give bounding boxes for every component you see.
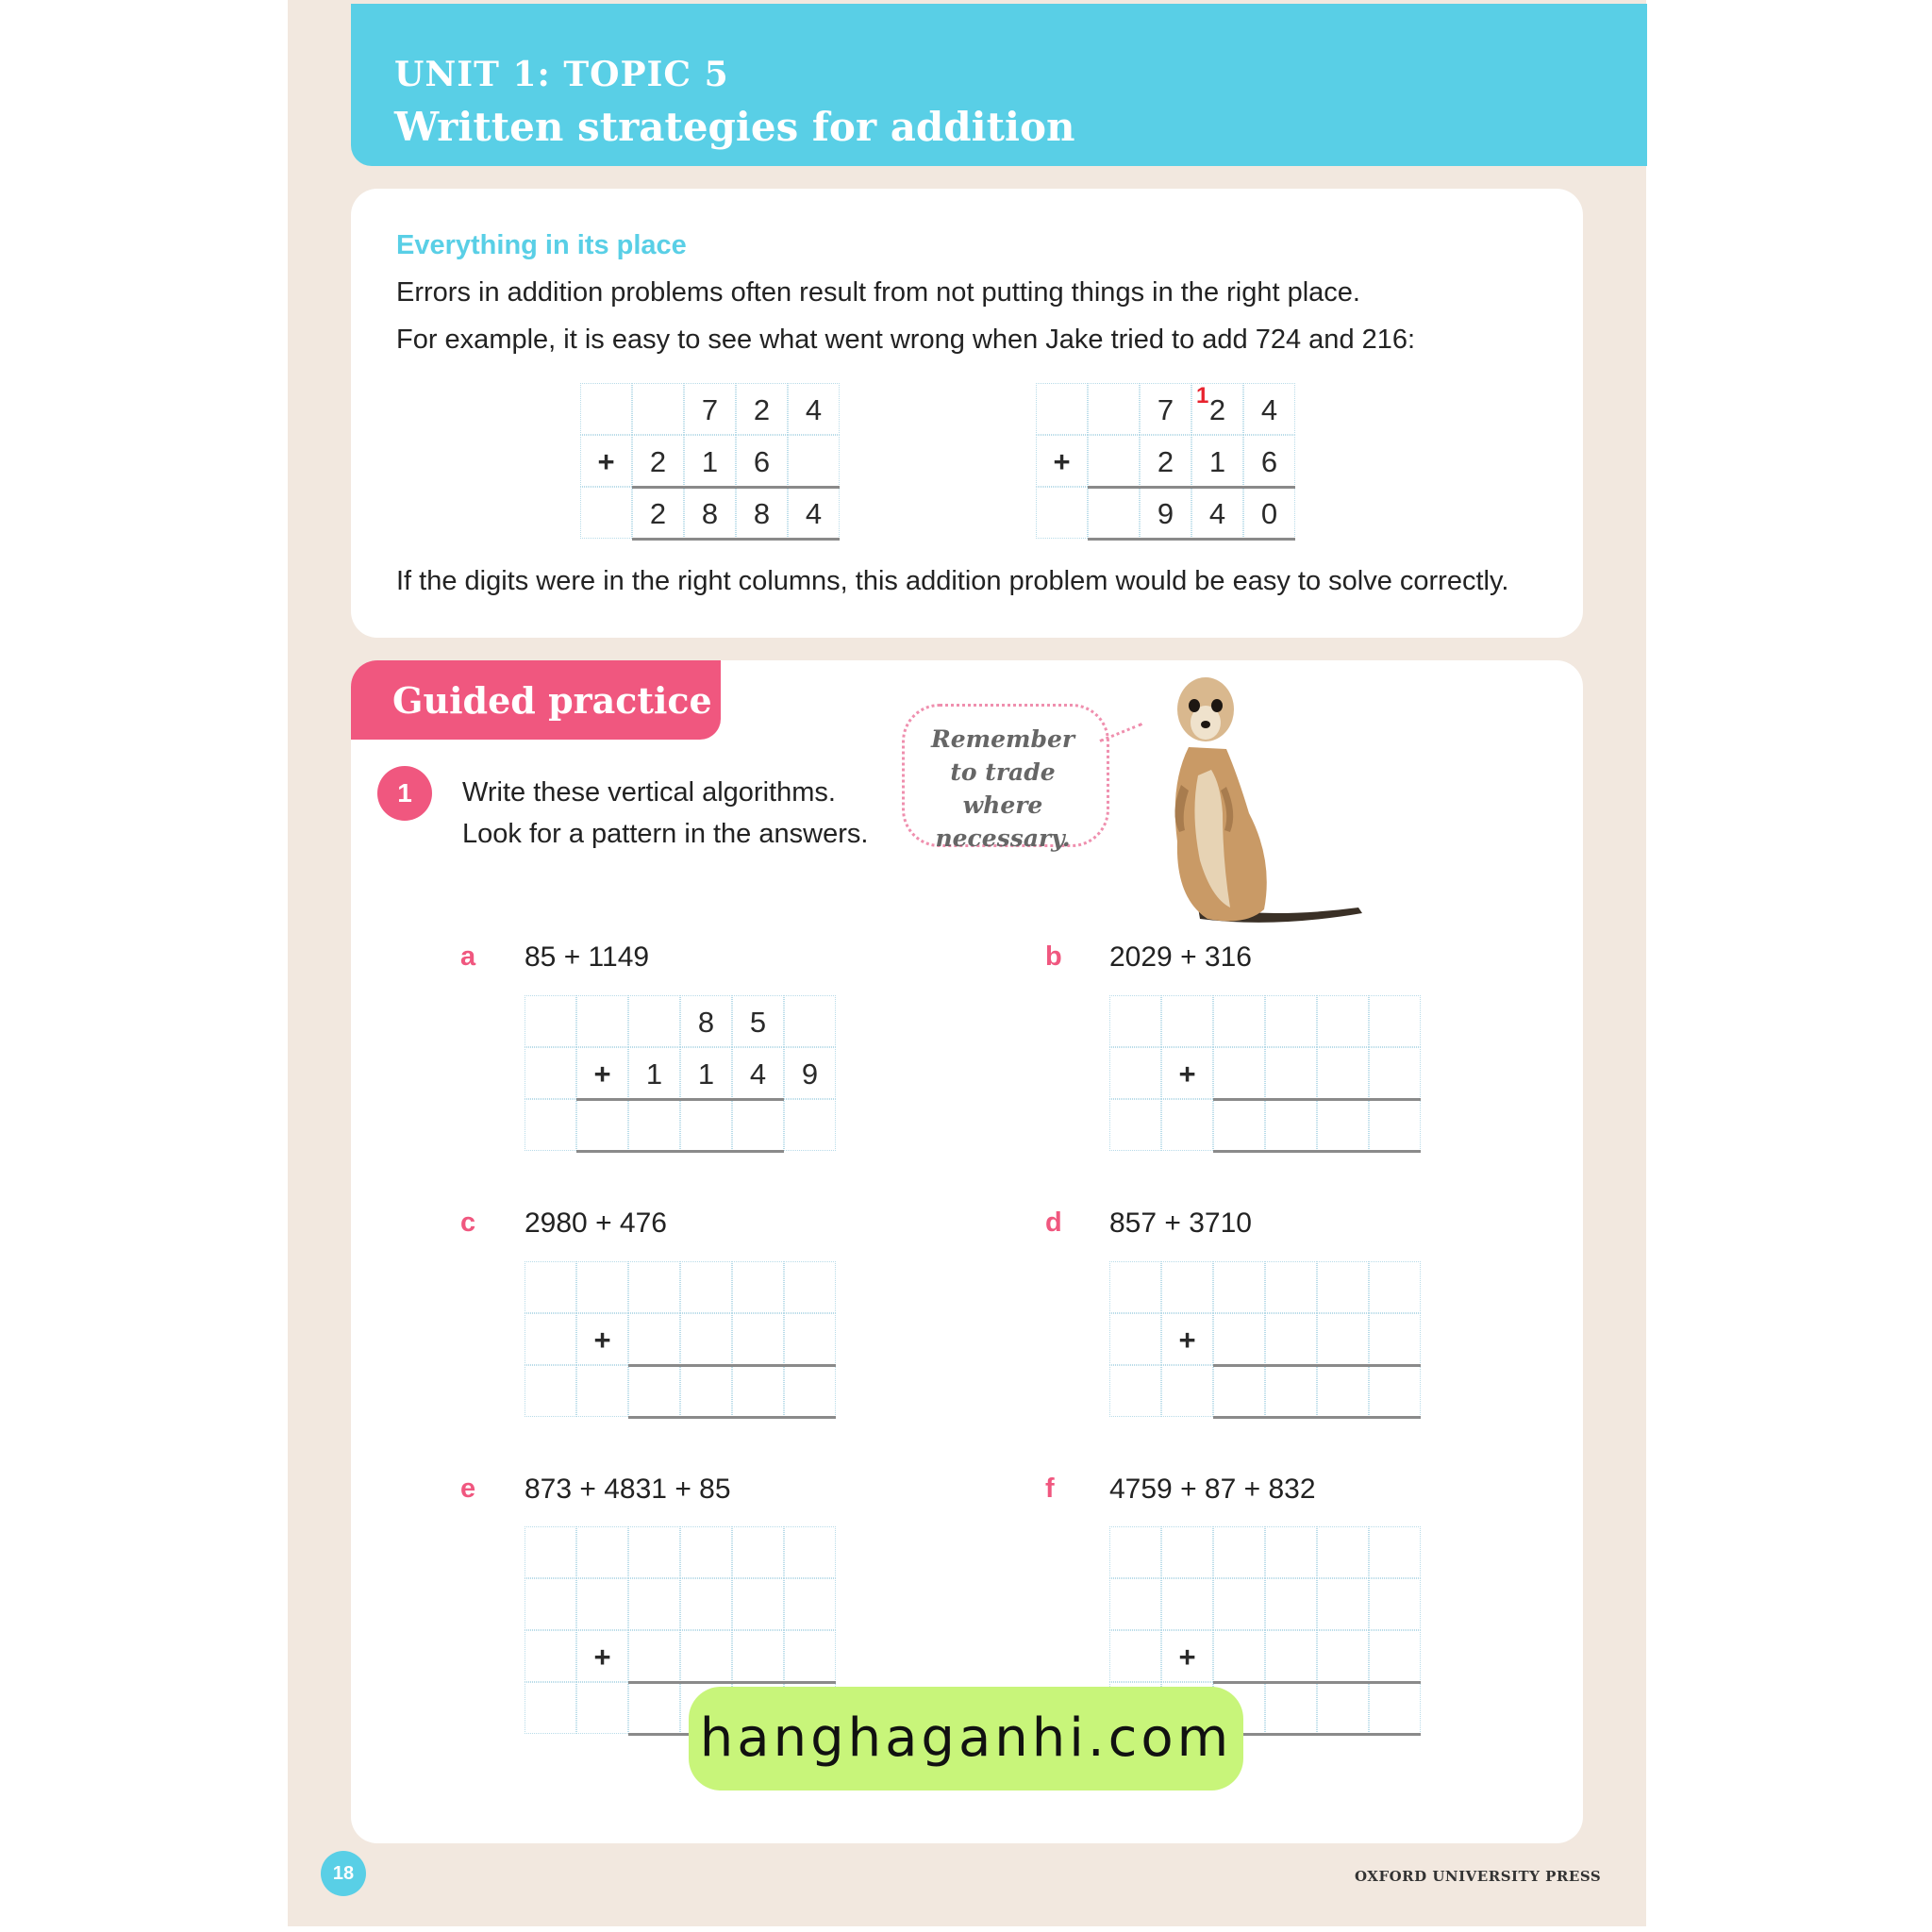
answer-cell: [525, 995, 576, 1047]
answer-cell[interactable]: [1161, 995, 1213, 1047]
answer-cell[interactable]: [1369, 995, 1421, 1047]
watermark-banner: hanghaganhi.com: [689, 1687, 1243, 1790]
meerkat-illustration: [1132, 672, 1368, 932]
part-letter-c: c: [460, 1208, 476, 1238]
part-expression-b: 2029 + 316: [1109, 941, 1252, 973]
answer-cell[interactable]: [1265, 1682, 1317, 1734]
part-expression-f: 4759 + 87 + 832: [1109, 1474, 1316, 1505]
answer-cell[interactable]: [732, 1630, 784, 1682]
digit-cell: 1: [684, 435, 736, 487]
answer-cell[interactable]: [1369, 1630, 1421, 1682]
answer-cell[interactable]: [680, 1578, 732, 1630]
answer-cell[interactable]: [1265, 1261, 1317, 1313]
answer-cell[interactable]: [1369, 1365, 1421, 1417]
answer-cell[interactable]: [628, 1313, 680, 1365]
part-expression-c: 2980 + 476: [525, 1208, 667, 1239]
answer-cell[interactable]: [1369, 1313, 1421, 1365]
answer-cell: [784, 1099, 836, 1151]
answer-cell[interactable]: [1213, 1578, 1265, 1630]
answer-cell[interactable]: [1369, 1047, 1421, 1099]
speech-bubble-text: Remember to trade where necessary.: [930, 725, 1075, 852]
answer-cell[interactable]: [1213, 1526, 1265, 1578]
sum-line: [1088, 486, 1295, 489]
intro-line-1: Errors in addition problems often result from not putting things in the right place.: [396, 277, 1360, 308]
digit-cell: 1: [1191, 435, 1243, 487]
answer-cell[interactable]: [1161, 1526, 1213, 1578]
digit-cell: 9: [1140, 487, 1191, 539]
answer-cell[interactable]: [525, 1313, 576, 1365]
part-letter-d: d: [1045, 1208, 1062, 1238]
answer-cell[interactable]: [525, 1365, 576, 1417]
answer-cell: 8: [680, 995, 732, 1047]
answer-cell[interactable]: [1317, 1047, 1369, 1099]
answer-cell[interactable]: [1161, 1578, 1213, 1630]
digit-cell: [632, 383, 684, 435]
answer-cell[interactable]: [1369, 1099, 1421, 1151]
sum-line: [1213, 1733, 1421, 1736]
page-number: 18: [321, 1851, 366, 1896]
answer-cell[interactable]: [1369, 1682, 1421, 1734]
answer-cell[interactable]: [1213, 1261, 1265, 1313]
answer-cell[interactable]: [1109, 1047, 1161, 1099]
part-expression-e: 873 + 4831 + 85: [525, 1474, 731, 1505]
answer-cell[interactable]: [1317, 1365, 1369, 1417]
answer-cell[interactable]: [680, 1365, 732, 1417]
digit-cell: 2: [632, 487, 684, 539]
answer-cell[interactable]: [1109, 1365, 1161, 1417]
answer-cell[interactable]: [576, 1526, 628, 1578]
answer-cell[interactable]: [525, 1261, 576, 1313]
answer-cell[interactable]: [1265, 1578, 1317, 1630]
sum-line: [1088, 538, 1295, 541]
answer-cell[interactable]: [680, 1313, 732, 1365]
answer-cell: 1: [628, 1047, 680, 1099]
answer-cell[interactable]: [1265, 995, 1317, 1047]
answer-cell[interactable]: [1317, 1682, 1369, 1734]
answer-cell: 9: [784, 1047, 836, 1099]
answer-cell[interactable]: [784, 1261, 836, 1313]
answer-cell: [680, 1099, 732, 1151]
answer-cell: [576, 1099, 628, 1151]
part-letter-f: f: [1045, 1474, 1055, 1504]
digit-cell: 4: [1243, 383, 1295, 435]
answer-cell[interactable]: [628, 1578, 680, 1630]
digit-cell: [1088, 435, 1140, 487]
answer-cell: [525, 1099, 576, 1151]
answer-cell[interactable]: [784, 1578, 836, 1630]
answer-cell[interactable]: [576, 1578, 628, 1630]
plus-sign[interactable]: +: [576, 1630, 628, 1682]
plus-sign: +: [580, 435, 632, 487]
instruction-line-1: Write these vertical algorithms.: [462, 777, 836, 808]
answer-cell[interactable]: [1161, 1365, 1213, 1417]
answer-cell: [784, 995, 836, 1047]
digit-cell: 8: [736, 487, 788, 539]
plus-sign: +: [576, 1047, 628, 1099]
unit-label: UNIT 1: TOPIC 5: [394, 55, 729, 94]
answer-cell[interactable]: [784, 1630, 836, 1682]
answer-cell[interactable]: [1317, 1578, 1369, 1630]
answer-cell[interactable]: [1213, 1313, 1265, 1365]
question-number-badge: 1: [377, 766, 432, 821]
digit-cell: 4: [788, 487, 840, 539]
sum-line: [576, 1150, 784, 1153]
answer-cell: 5: [732, 995, 784, 1047]
answer-cell[interactable]: [1213, 1099, 1265, 1151]
plus-sign[interactable]: +: [576, 1313, 628, 1365]
intro-line-2: For example, it is easy to see what went wrong when Jake tried to add 724 and 216:: [396, 325, 1416, 355]
answer-cell[interactable]: [628, 1365, 680, 1417]
answer-cell[interactable]: [680, 1526, 732, 1578]
answer-cell: [525, 1047, 576, 1099]
answer-cell[interactable]: [1317, 1261, 1369, 1313]
answer-cell[interactable]: [1109, 1578, 1161, 1630]
publisher-name: OXFORD UNIVERSITY PRESS: [1355, 1868, 1602, 1885]
digit-cell: 4: [1191, 487, 1243, 539]
sum-line: [1213, 1681, 1421, 1684]
part-expression-a: 85 + 1149: [525, 941, 650, 973]
digit-cell: [1088, 487, 1140, 539]
answer-cell[interactable]: [784, 1313, 836, 1365]
answer-cell[interactable]: [1265, 1099, 1317, 1151]
answer-cell: 1: [680, 1047, 732, 1099]
sum-line: [1213, 1098, 1421, 1101]
sum-line: [1213, 1416, 1421, 1419]
answer-cell[interactable]: [680, 1261, 732, 1313]
answer-cell[interactable]: [1109, 1526, 1161, 1578]
answer-cell: [576, 995, 628, 1047]
page-title: Written strategies for addition: [394, 104, 1075, 150]
answer-cell[interactable]: [732, 1578, 784, 1630]
digit-cell: 0: [1243, 487, 1295, 539]
part-letter-e: e: [460, 1474, 476, 1504]
digit-cell: 4: [788, 383, 840, 435]
sum-line: [576, 1098, 784, 1101]
answer-cell[interactable]: [1213, 995, 1265, 1047]
answer-cell[interactable]: [1317, 1099, 1369, 1151]
answer-cell[interactable]: [1161, 1099, 1213, 1151]
answer-cell[interactable]: [576, 1365, 628, 1417]
answer-cell[interactable]: [1265, 1630, 1317, 1682]
answer-cell[interactable]: [1317, 1630, 1369, 1682]
answer-cell[interactable]: [1369, 1578, 1421, 1630]
digit-cell: [788, 435, 840, 487]
digit-cell: 6: [736, 435, 788, 487]
answer-cell: 4: [732, 1047, 784, 1099]
digit-cell: [580, 487, 632, 539]
answer-cell[interactable]: [1265, 1047, 1317, 1099]
digit-cell: [1088, 383, 1140, 435]
digit-cell: 2: [736, 383, 788, 435]
digit-cell: 7: [1140, 383, 1191, 435]
part-letter-a: a: [460, 941, 476, 972]
answer-cell[interactable]: [732, 1261, 784, 1313]
guided-practice-label: Guided practice: [392, 679, 712, 722]
digit-cell: [1036, 487, 1088, 539]
answer-cell[interactable]: [680, 1630, 732, 1682]
answer-cell[interactable]: [525, 1630, 576, 1682]
intro-heading: Everything in its place: [396, 230, 687, 260]
digit-cell: 2: [1140, 435, 1191, 487]
answer-cell[interactable]: [525, 1578, 576, 1630]
answer-cell[interactable]: [784, 1526, 836, 1578]
answer-cell[interactable]: [1317, 1313, 1369, 1365]
answer-cell[interactable]: [525, 1526, 576, 1578]
answer-cell: [628, 1099, 680, 1151]
plus-sign: +: [1036, 435, 1088, 487]
answer-cell[interactable]: [1213, 1047, 1265, 1099]
sum-line: [628, 1416, 836, 1419]
sum-line: [632, 538, 840, 541]
answer-cell[interactable]: [732, 1365, 784, 1417]
answer-cell[interactable]: [628, 1682, 680, 1734]
answer-cell[interactable]: [628, 1261, 680, 1313]
answer-cell[interactable]: [628, 1630, 680, 1682]
sum-line: [628, 1364, 836, 1367]
digit-cell: 2: [632, 435, 684, 487]
answer-cell[interactable]: [525, 1682, 576, 1734]
plus-sign[interactable]: +: [1161, 1047, 1213, 1099]
intro-conclusion: If the digits were in the right columns, this addition problem would be easy to solve correctly.: [396, 566, 1509, 596]
answer-cell[interactable]: [1317, 1526, 1369, 1578]
part-expression-d: 857 + 3710: [1109, 1208, 1252, 1239]
answer-cell[interactable]: [628, 1526, 680, 1578]
sum-line: [628, 1681, 836, 1684]
digit-cell: [1036, 383, 1088, 435]
answer-cell[interactable]: [1369, 1526, 1421, 1578]
answer-cell[interactable]: [732, 1526, 784, 1578]
answer-cell[interactable]: [1265, 1365, 1317, 1417]
answer-cell[interactable]: [576, 1261, 628, 1313]
answer-cell[interactable]: [1109, 995, 1161, 1047]
sum-line: [1213, 1364, 1421, 1367]
answer-cell[interactable]: [1161, 1261, 1213, 1313]
plus-sign[interactable]: +: [1161, 1313, 1213, 1365]
answer-cell[interactable]: [1109, 1630, 1161, 1682]
answer-cell[interactable]: [1213, 1630, 1265, 1682]
answer-cell[interactable]: [784, 1365, 836, 1417]
sum-line: [632, 486, 840, 489]
answer-cell[interactable]: [1109, 1099, 1161, 1151]
instruction-line-2: Look for a pattern in the answers.: [462, 819, 869, 849]
digit-cell: 6: [1243, 435, 1295, 487]
part-letter-b: b: [1045, 941, 1062, 972]
answer-cell[interactable]: [1213, 1365, 1265, 1417]
answer-cell[interactable]: [576, 1682, 628, 1734]
answer-cell[interactable]: [1317, 995, 1369, 1047]
digit-cell: 2: [1191, 383, 1243, 435]
answer-cell[interactable]: [732, 1313, 784, 1365]
digit-cell: 7: [684, 383, 736, 435]
answer-cell[interactable]: [1369, 1261, 1421, 1313]
plus-sign[interactable]: +: [1161, 1630, 1213, 1682]
carry-digit: 1: [1196, 383, 1209, 408]
answer-cell: [628, 995, 680, 1047]
digit-cell: [580, 383, 632, 435]
sum-line: [1213, 1150, 1421, 1153]
digit-cell: 8: [684, 487, 736, 539]
answer-cell[interactable]: [1265, 1526, 1317, 1578]
answer-cell[interactable]: [1109, 1313, 1161, 1365]
answer-cell[interactable]: [1109, 1261, 1161, 1313]
answer-cell[interactable]: [1265, 1313, 1317, 1365]
answer-cell: [732, 1099, 784, 1151]
